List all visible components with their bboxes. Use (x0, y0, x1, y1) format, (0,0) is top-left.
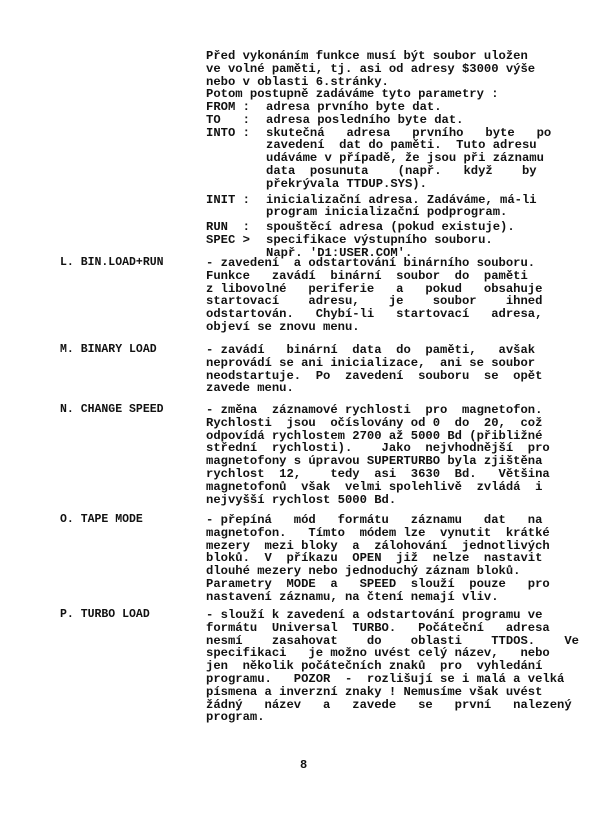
param-key: INIT : (206, 192, 250, 207)
section-label: P. TURBO LOAD (60, 608, 150, 621)
parameter-list (206, 100, 552, 260)
section-body: - zavádí binární data do paměti, avšak neprovádí se ani inicializace, ani se soubor neodstartuje. Po zavedení souboru se opět zavede menu. (206, 343, 543, 396)
param-row-into (206, 125, 552, 191)
section-label: M. BINARY LOAD (60, 343, 157, 356)
param-key: FROM : (206, 100, 250, 114)
section-label: L. BIN.LOAD+RUN (60, 256, 164, 269)
param-key: INTO : (206, 125, 250, 140)
param-description: spouštěcí adresa (pokud existuje). (266, 220, 515, 235)
param-description: specifikace výstupního souboru. Např. 'D1:USER.COM'. (266, 232, 493, 260)
param-row-to (206, 114, 546, 127)
param-key: RUN : (206, 220, 250, 235)
section-body: - změna záznamové rychlosti pro magnetofon. Rychlosti jsou očíslovány od 0 do 20, což odpovídá rychlostem 2700 až 5000 Bd (přibližné střední rychlosti). Jako nejvhodnější pro magnetofony s úpravou SUPERTURBO byla zjištěna rychlost 12, tedy asi 3630 Bd. Většina magnetofonů však velmi spolehlivě zvládá i nejvyšší rychlost 5000 Bd. (206, 403, 550, 507)
param-description: adresa prvního byte dat. (266, 100, 442, 114)
param-key: TO : (206, 112, 250, 127)
intro-paragraph: Před vykonáním funkce musí být soubor uložen ve volné paměti, tj. asi od adresy $3000 výše nebo v oblasti 6.stránky. Potom postupně zadáváme tyto parametry : (206, 49, 536, 102)
section-body: - zavedení a odstartování binárního souboru. Funkce zavádí binární soubor do paměti z libovolné periferie a pokud obsahuje startovací adresu, je soubor ihned odstartován. Chybí-li startovací adresa, objeví se znovu menu. (206, 256, 543, 334)
section-body: - přepíná mód formátu záznamu dat na magnetofon. Tímto módem lze vynutit krátké mezery mezi bloky a zálohování jednotlivých bloků. V příkazu OPEN již nelze nastavit dlouhé mezery nebo jednoduchý záznam bloků. Parametry MODE a SPEED slouží pouze pro nastavení záznamu, na čtení nemají vliv. (206, 513, 550, 604)
section-label: O. TAPE MODE (60, 513, 143, 526)
param-description: inicializační adresa. Zadáváme, má-li program inicializační podprogram. (266, 192, 537, 220)
param-key: SPEC > (206, 232, 250, 247)
param-description: adresa posledního byte dat. (266, 112, 464, 127)
section-body: - slouží k zavedení a odstartování programu ve formátu Universal TURBO. Počáteční adresa nesmí zasahovat do oblasti TTDOS. Ve specifikaci je možno uvést celý název, nebo jen několik počátečních znaků pro vyhledání programu. POZOR - rozlišují se i malá a velká písmena a inverzní znaky ! Nemusíme však uvést žádný název a zavede se první nalezený program. (206, 608, 579, 725)
param-description: skutečná adresa prvního byte po zavedení dat do paměti. Tuto adresu udáváme v případě, že jsou při záznamu data posunuta (např. když by překrývala TTDUP.SYS). (266, 125, 552, 191)
section-label: N. CHANGE SPEED (60, 403, 164, 416)
page-number: 8 (300, 758, 308, 772)
param-row-init (206, 194, 546, 220)
param-row-from (206, 101, 546, 114)
